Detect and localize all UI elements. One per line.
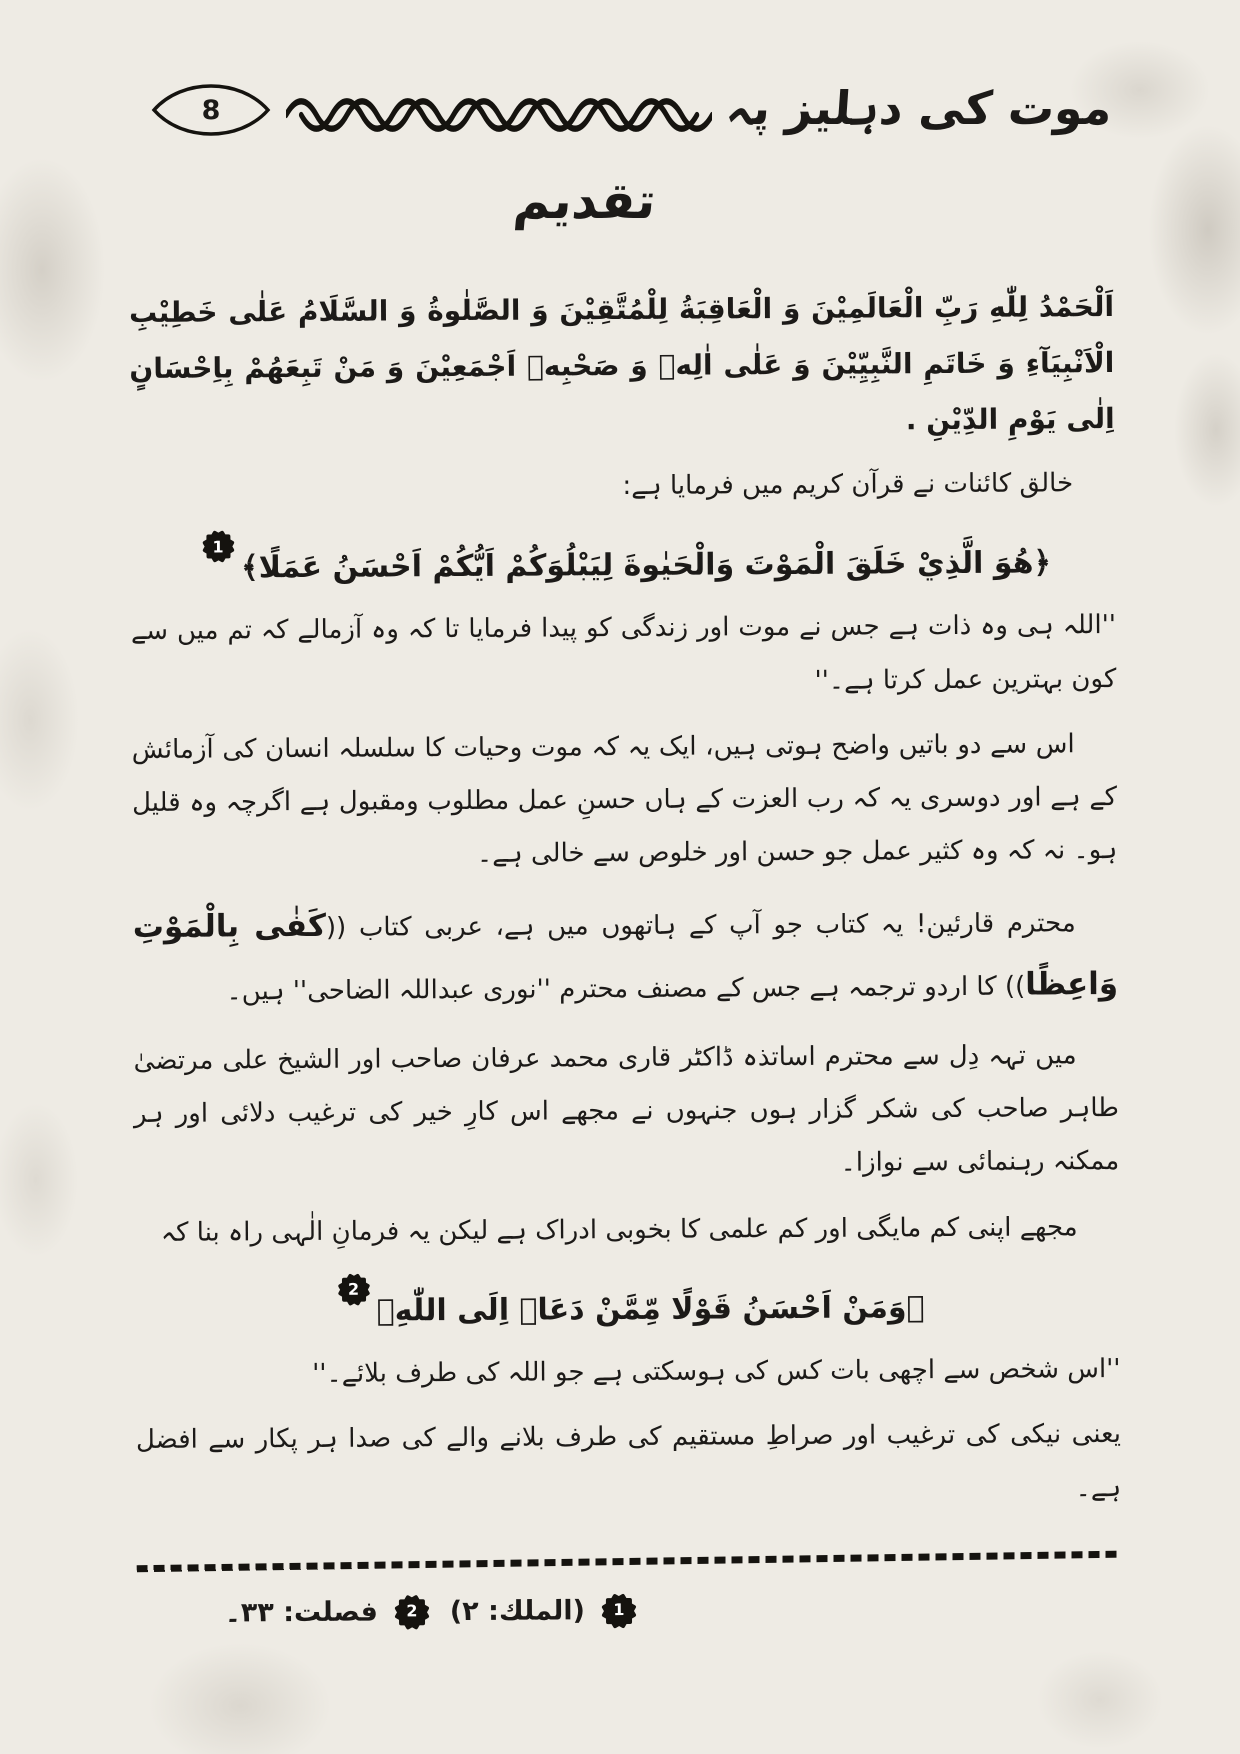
- section-heading: تقدیم: [511, 172, 659, 230]
- verse-1-text: ﴿هُوَ الَّذِيْ خَلَقَ الْمَوْتَ وَالْحَيٰوةَ لِيَبْلُوَكُمْ اَيُّكُمْ اَحْسَنُ عَمَلًا﴾: [241, 545, 1052, 586]
- humility-line: مجھے اپنی کم مایگی اور کم علمی کا بخوبی ادراک ہے لیکن یہ فرمانِ الٰہی راہ بنا کہ: [160, 1212, 1078, 1248]
- footnote-reference: فصلت: ۳۳۔: [224, 1596, 378, 1629]
- footnote-item: [450, 1583, 643, 1640]
- readers-paragraph-after: )) کا اردو ترجمہ ہے جس کے مصنف محترم ''نوری عبداللہ الضاحی'' ہیں۔: [226, 971, 1026, 1007]
- verse-marker-2-number: 2: [347, 1279, 360, 1299]
- page-header: [150, 66, 1112, 150]
- quran-intro-line: خالق کائنات نے قرآن کریم میں فرمایا ہے:: [622, 468, 1074, 502]
- footnote-marker-1-icon: 1: [601, 1593, 637, 1629]
- rope-divider-icon: [286, 96, 712, 134]
- footnote-marker-2-icon: 2: [394, 1594, 430, 1630]
- main-text-column: [129, 279, 1122, 1641]
- footnote-separator: [137, 1551, 1122, 1573]
- arabic-book-title: كَفٰى بِالْمَوْتِ وَاعِظًا: [132, 907, 1119, 1003]
- footnote-item: [225, 1584, 436, 1641]
- arabic-praise: اَلْحَمْدُ لِلّٰهِ رَبِّ الْعَالَمِيْنَ وَ الْعَاقِبَةُ لِلْمُتَّقِيْنَ وَ الصَّلٰوةُ وَ السَّلَامُ عَلٰى خَطِيْبِ الْاَنْبِيَآءِ وَ خَاتَمِ النَّبِيِّيْنَ وَ عَلٰى اٰلِهٖ وَ صَحْبِهٖ اَجْمَعِيْنَ وَ مَنْ تَبِعَهُمْ بِاِحْسَانٍ اِلٰى يَوْمِ الدِّيْنِ .: [128, 290, 1115, 437]
- verse-2-text: ﴿وَمَنْ اَحْسَنُ قَوْلًا مِّمَّنْ دَعَاۤ اِلَى اللّٰهِ﴾: [376, 1290, 925, 1329]
- footnote-reference: (الملك: ۲): [449, 1595, 585, 1628]
- verse-marker-1-icon: [201, 530, 235, 564]
- verse-marker-1-number: 1: [212, 536, 224, 557]
- explanation-paragraph: اس سے دو باتیں واضح ہوتی ہیں، ایک یہ کہ موت وحیات کا سلسلہ انسان کی آزمائش کے ہے اور دوسری یہ کہ رب العزت کے ہاں حسنِ عمل مطلوب ومقبول ہے اگرچہ وہ قلیل ہو۔ نہ کہ وہ کثیر عمل جو حسن اور خلوص سے خالی ہے۔: [131, 729, 1118, 870]
- readers-paragraph-before: محترم قارئین! یہ کتاب جو آپ کے ہاتھوں میں ہے، عربی کتاب ((: [325, 908, 1076, 943]
- verse-2-translation: ''اس شخص سے اچھی بات کس کی ہوسکتی ہے جو اللہ کی طرف بلائے۔'': [312, 1354, 1121, 1389]
- page-number: 8: [201, 94, 221, 126]
- page-number-badge: [150, 78, 272, 142]
- readers-paragraph: [133, 890, 1119, 1023]
- footnotes-row: [137, 1580, 1122, 1641]
- book-title: موت کی دہلیز پہ: [724, 81, 1114, 135]
- closing-line: یعنی نیکی کی ترغیب اور صراطِ مستقیم کی طرف بلانے والے کی صدا ہر پکار سے افضل ہے۔: [135, 1419, 1122, 1503]
- verse-1: [130, 524, 1115, 593]
- verse-2: [135, 1268, 1120, 1337]
- verse-1-translation: ''اللہ ہی وہ ذات ہے جس نے موت اور زندگی کو پیدا فرمایا تا کہ وہ آزمالے کہ تم میں سے کون بہترین عمل کرتا ہے۔'': [130, 610, 1117, 696]
- verse-marker-2-icon: [336, 1273, 370, 1307]
- gratitude-paragraph: میں تہہ دِل سے محترم اساتذہ ڈاکٹر قاری محمد عرفان صاحب اور الشیخ علی مرتضیٰ طاہر صاحب کی شکر گزار ہوں جنہوں نے مجھے اس کارِ خیر کی ترغیب دلائی اور ہر ممکنہ رہنمائی سے نوازا۔: [133, 1040, 1120, 1179]
